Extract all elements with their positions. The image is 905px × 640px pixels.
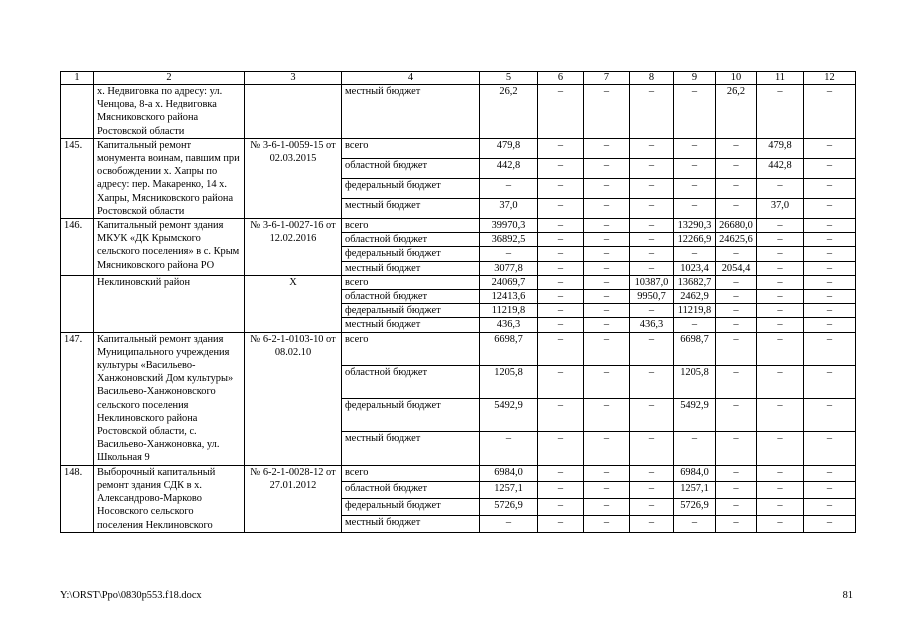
table-row <box>61 85 856 139</box>
column-header: 9 <box>674 72 716 85</box>
value-cell: – <box>804 332 856 365</box>
value-cell: – <box>538 304 584 318</box>
value-cell: 37,0 <box>757 198 804 218</box>
value-cell: – <box>538 499 584 516</box>
value-cell: – <box>757 318 804 332</box>
document-ref: № 3-6-1-0059-15 от 02.03.2015 <box>245 138 342 218</box>
column-header: 12 <box>804 72 856 85</box>
value-cell: – <box>538 198 584 218</box>
value-cell: – <box>630 499 674 516</box>
value-cell: – <box>630 332 674 365</box>
value-cell: 479,8 <box>480 138 538 158</box>
value-cell: 6698,7 <box>674 332 716 365</box>
table-row <box>61 275 856 289</box>
value-cell: – <box>757 465 804 482</box>
value-cell: 6698,7 <box>480 332 538 365</box>
value-cell: – <box>538 318 584 332</box>
value-cell: 36892,5 <box>480 233 538 247</box>
value-cell: – <box>804 178 856 198</box>
value-cell: – <box>804 515 856 532</box>
value-cell: – <box>584 247 630 261</box>
value-cell: – <box>630 247 674 261</box>
value-cell: – <box>538 233 584 247</box>
budget-source: федеральный бюджет <box>342 399 480 432</box>
document-ref: № 3-6-1-0027-16 от 12.02.2016 <box>245 219 342 276</box>
value-cell: 12266,9 <box>674 233 716 247</box>
budget-source: областной бюджет <box>342 233 480 247</box>
budget-source: федеральный бюджет <box>342 304 480 318</box>
row-number <box>61 85 94 139</box>
value-cell: 1257,1 <box>674 482 716 499</box>
budget-source: местный бюджет <box>342 85 480 139</box>
value-cell: – <box>757 482 804 499</box>
value-cell: – <box>584 233 630 247</box>
value-cell: – <box>630 233 674 247</box>
value-cell: – <box>804 482 856 499</box>
value-cell: 13682,7 <box>674 275 716 289</box>
value-cell: – <box>716 482 757 499</box>
value-cell: 5492,9 <box>674 399 716 432</box>
value-cell: – <box>538 290 584 304</box>
budget-source: местный бюджет <box>342 432 480 465</box>
value-cell: 436,3 <box>630 318 674 332</box>
value-cell: – <box>716 499 757 516</box>
value-cell: – <box>480 432 538 465</box>
value-cell: – <box>480 178 538 198</box>
budget-source: местный бюджет <box>342 261 480 275</box>
table-row <box>61 332 856 365</box>
value-cell: – <box>538 275 584 289</box>
value-cell: – <box>804 261 856 275</box>
value-cell: – <box>584 515 630 532</box>
column-header: 1 <box>61 72 94 85</box>
budget-source: областной бюджет <box>342 158 480 178</box>
value-cell: 24625,6 <box>716 233 757 247</box>
column-header: 3 <box>245 72 342 85</box>
value-cell: – <box>757 233 804 247</box>
value-cell: – <box>757 332 804 365</box>
budget-source: федеральный бюджет <box>342 178 480 198</box>
value-cell: – <box>584 465 630 482</box>
value-cell: – <box>630 261 674 275</box>
value-cell: 442,8 <box>480 158 538 178</box>
value-cell: – <box>757 85 804 139</box>
file-path: Y:\ORST\Ppo\0830p553.f18.docx <box>60 590 202 601</box>
row-number <box>61 275 94 332</box>
value-cell: – <box>757 499 804 516</box>
value-cell: – <box>584 318 630 332</box>
value-cell: – <box>584 482 630 499</box>
value-cell: 26,2 <box>480 85 538 139</box>
value-cell: – <box>584 275 630 289</box>
value-cell: – <box>630 399 674 432</box>
row-number: 147. <box>61 332 94 465</box>
value-cell: – <box>630 465 674 482</box>
document-ref: № 6-2-1-0103-10 от 08.02.10 <box>245 332 342 465</box>
value-cell: – <box>630 198 674 218</box>
value-cell: – <box>757 178 804 198</box>
value-cell: – <box>538 247 584 261</box>
budget-source: местный бюджет <box>342 515 480 532</box>
value-cell: – <box>630 219 674 233</box>
value-cell: 5726,9 <box>480 499 538 516</box>
value-cell: 436,3 <box>480 318 538 332</box>
value-cell: 11219,8 <box>674 304 716 318</box>
value-cell: – <box>757 365 804 398</box>
value-cell: – <box>584 178 630 198</box>
value-cell: – <box>716 290 757 304</box>
column-header: 7 <box>584 72 630 85</box>
value-cell: 5726,9 <box>674 499 716 516</box>
value-cell: 479,8 <box>757 138 804 158</box>
value-cell: – <box>716 275 757 289</box>
value-cell: – <box>804 138 856 158</box>
value-cell: – <box>804 247 856 261</box>
document-ref: Х <box>245 275 342 332</box>
value-cell: – <box>584 85 630 139</box>
value-cell: – <box>804 365 856 398</box>
value-cell: – <box>538 178 584 198</box>
value-cell: 3077,8 <box>480 261 538 275</box>
column-header: 5 <box>480 72 538 85</box>
value-cell: – <box>584 138 630 158</box>
value-cell: – <box>480 247 538 261</box>
value-cell: 11219,8 <box>480 304 538 318</box>
budget-source: федеральный бюджет <box>342 499 480 516</box>
value-cell: 5492,9 <box>480 399 538 432</box>
object-name: х. Недвиговка по адресу: ул. Ченцова, 8-а х. Недвиговка Мясниковского района Ростовской области <box>94 85 245 139</box>
column-header: 8 <box>630 72 674 85</box>
budget-source: всего <box>342 138 480 158</box>
value-cell: – <box>584 261 630 275</box>
row-number: 146. <box>61 219 94 276</box>
value-cell: – <box>584 365 630 398</box>
value-cell: – <box>804 465 856 482</box>
value-cell: – <box>804 198 856 218</box>
value-cell: 1205,8 <box>480 365 538 398</box>
value-cell: 24069,7 <box>480 275 538 289</box>
value-cell: 12413,6 <box>480 290 538 304</box>
value-cell: 1205,8 <box>674 365 716 398</box>
value-cell: 2054,4 <box>716 261 757 275</box>
value-cell: – <box>757 399 804 432</box>
value-cell: – <box>716 158 757 178</box>
value-cell: – <box>538 399 584 432</box>
value-cell: – <box>804 290 856 304</box>
value-cell: – <box>538 138 584 158</box>
value-cell: – <box>804 432 856 465</box>
object-name: Капитальный ремонт здания МКУК «ДК Крымского сельского поселения» в с. Крым Мясниковского района РО <box>94 219 245 276</box>
value-cell: – <box>630 138 674 158</box>
value-cell: – <box>716 198 757 218</box>
value-cell: 39970,3 <box>480 219 538 233</box>
budget-source: всего <box>342 275 480 289</box>
table-row <box>61 138 856 158</box>
value-cell: – <box>630 515 674 532</box>
budget-source: всего <box>342 332 480 365</box>
value-cell: 1023,4 <box>674 261 716 275</box>
value-cell: – <box>630 158 674 178</box>
value-cell: – <box>630 365 674 398</box>
value-cell: – <box>584 432 630 465</box>
value-cell: – <box>716 178 757 198</box>
value-cell: – <box>584 399 630 432</box>
value-cell: – <box>716 465 757 482</box>
column-header: 11 <box>757 72 804 85</box>
budget-source: местный бюджет <box>342 318 480 332</box>
budget-table <box>60 71 856 533</box>
object-name: Выборочный капитальный ремонт здания СДК в х. Александрово-Марково Носовского сельского поселения Неклиновского <box>94 465 245 532</box>
document-ref: № 6-2-1-0028-12 от 27.01.2012 <box>245 465 342 532</box>
value-cell: – <box>674 178 716 198</box>
value-cell: – <box>630 482 674 499</box>
value-cell: – <box>538 482 584 499</box>
value-cell: – <box>804 158 856 178</box>
value-cell: – <box>674 85 716 139</box>
value-cell: – <box>538 365 584 398</box>
column-header: 2 <box>94 72 245 85</box>
value-cell: – <box>804 219 856 233</box>
value-cell: – <box>584 304 630 318</box>
value-cell: 26680,0 <box>716 219 757 233</box>
column-header: 6 <box>538 72 584 85</box>
value-cell: – <box>584 158 630 178</box>
row-number: 148. <box>61 465 94 532</box>
value-cell: – <box>716 247 757 261</box>
value-cell: – <box>584 332 630 365</box>
value-cell: – <box>584 198 630 218</box>
value-cell: – <box>584 290 630 304</box>
budget-source: областной бюджет <box>342 290 480 304</box>
value-cell: 2462,9 <box>674 290 716 304</box>
value-cell: – <box>716 399 757 432</box>
value-cell: – <box>538 465 584 482</box>
value-cell: 13290,3 <box>674 219 716 233</box>
value-cell: – <box>538 332 584 365</box>
value-cell: – <box>674 158 716 178</box>
column-header: 4 <box>342 72 480 85</box>
value-cell: 10387,0 <box>630 275 674 289</box>
value-cell: – <box>674 247 716 261</box>
value-cell: – <box>757 515 804 532</box>
value-cell: – <box>716 432 757 465</box>
value-cell: – <box>716 515 757 532</box>
value-cell: – <box>804 499 856 516</box>
value-cell: – <box>804 304 856 318</box>
value-cell: 6984,0 <box>480 465 538 482</box>
value-cell: – <box>804 399 856 432</box>
value-cell: – <box>804 275 856 289</box>
value-cell: – <box>757 275 804 289</box>
value-cell: 9950,7 <box>630 290 674 304</box>
table-row <box>61 219 856 233</box>
value-cell: – <box>804 318 856 332</box>
value-cell: – <box>674 138 716 158</box>
value-cell: – <box>480 515 538 532</box>
value-cell: – <box>716 332 757 365</box>
budget-source: областной бюджет <box>342 365 480 398</box>
value-cell: – <box>538 261 584 275</box>
object-name: Капитальный ремонт здания Муниципального учреждения культуры «Васильево-Ханжоновский Дом культуры» Васильево-Ханжоновского сельского поселения Неклиновского района Ростовской области, с. Васильево-Ханжоновка, ул. Школьная 9 <box>94 332 245 465</box>
object-name: Капитальный ремонт монумента воинам, павшим при освобождении х. Хапры по адресу: пер. Макаренко, 14 х. Хапры, Мясниковского района Ростовской области <box>94 138 245 218</box>
value-cell: – <box>757 247 804 261</box>
budget-source: федеральный бюджет <box>342 247 480 261</box>
value-cell: – <box>630 178 674 198</box>
value-cell: – <box>716 365 757 398</box>
value-cell: – <box>716 318 757 332</box>
page-number: 81 <box>842 590 853 601</box>
value-cell: 442,8 <box>757 158 804 178</box>
value-cell: – <box>757 304 804 318</box>
value-cell: – <box>584 219 630 233</box>
value-cell: – <box>538 158 584 178</box>
value-cell: 6984,0 <box>674 465 716 482</box>
value-cell: 37,0 <box>480 198 538 218</box>
value-cell: – <box>716 138 757 158</box>
value-cell: – <box>538 515 584 532</box>
value-cell: – <box>674 515 716 532</box>
value-cell: – <box>674 432 716 465</box>
value-cell: – <box>716 304 757 318</box>
budget-source: всего <box>342 465 480 482</box>
value-cell: – <box>538 432 584 465</box>
value-cell: – <box>538 219 584 233</box>
column-header: 10 <box>716 72 757 85</box>
value-cell: – <box>630 85 674 139</box>
value-cell: – <box>674 318 716 332</box>
object-name: Неклиновский район <box>94 275 245 332</box>
value-cell: – <box>630 432 674 465</box>
value-cell: – <box>804 233 856 247</box>
budget-source: областной бюджет <box>342 482 480 499</box>
table-row <box>61 465 856 482</box>
value-cell: – <box>584 499 630 516</box>
budget-source: местный бюджет <box>342 198 480 218</box>
value-cell: – <box>757 261 804 275</box>
value-cell: – <box>674 198 716 218</box>
document-ref <box>245 85 342 139</box>
value-cell: 26,2 <box>716 85 757 139</box>
row-number: 145. <box>61 138 94 218</box>
value-cell: – <box>538 85 584 139</box>
value-cell: – <box>757 432 804 465</box>
budget-source: всего <box>342 219 480 233</box>
value-cell: – <box>804 85 856 139</box>
header-row <box>61 72 856 85</box>
value-cell: – <box>630 304 674 318</box>
value-cell: – <box>757 290 804 304</box>
value-cell: – <box>757 219 804 233</box>
value-cell: 1257,1 <box>480 482 538 499</box>
